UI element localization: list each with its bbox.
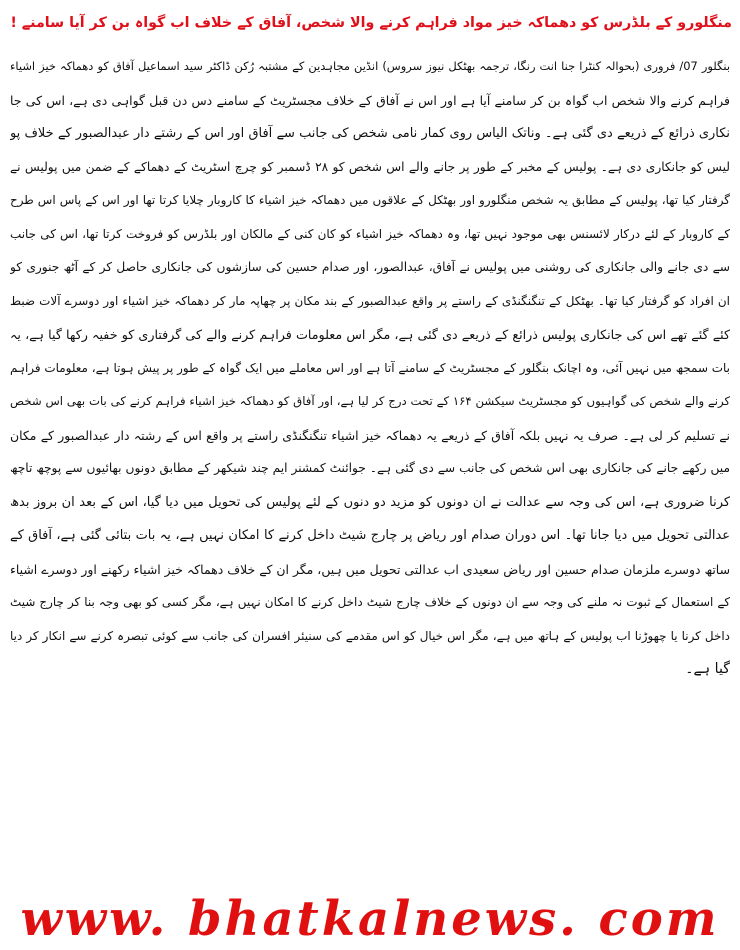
- article-body-line: کے کاروبار کے لئے درکار لائسنس بھی موجود نہیں تھا، وہ دھماکہ خیز اشیاء کو کان کنی کے مالکان اور بلڈرس کو فروخت کرتا تھا، اس کی جانب: [10, 226, 730, 241]
- article-body-line: داخل کرنا یا چھوڑنا اب پولیس کے ہاتھ میں ہے، مگر اس خیال کو اس مقدمے کی سنیئر افسران کی جانب سے کوئی تبصرہ کرنے سے انکار کر دیا: [10, 628, 730, 643]
- article-body-line: ساتھ دوسرے ملزمان صدام حسین اور ریاض سعیدی اب عدالتی تحویل میں ہیں، مگر ان کے خلاف دھماکہ خیز اشیاء رکھنے اور دوسرے اشیاء: [10, 561, 730, 577]
- article-body: [10, 50, 730, 890]
- footer-website-url: www. bhatkalnews. com: [20, 891, 720, 947]
- article-body-line: کے استعمال کے ثبوت نہ ملنے کی وجہ سے ان دونوں کے خلاف چارج شیٹ داخل کرنے کا امکان نہیں ہے، مگر کسی کو بھی وجہ بنا کر چارج شیٹ: [10, 595, 730, 609]
- article-body-line: بات سمجھ میں نہیں آئی، وہ اچانک بنگلور کے مجسٹریٹ کے سامنے آتا ہے اور اس معاملے میں ایک گواہ کے طور پر پیش ہوتا ہے، معلومات فراہم: [10, 360, 730, 375]
- article-body-line: گیا ہے۔: [685, 661, 730, 677]
- article-body-line: کئے گئے تھے اس کی جانکاری پولیس ذرائع کے ذریعے دی گئی ہے، مگر اس معلومات فراہم کرنے والے کی گرفتاری کو خفیہ رکھا گیا ہے، یہ: [10, 327, 730, 342]
- article-body-line: فراہم کرنے والا شخص اب گواہ بن کر سامنے آیا ہے اور اس نے آفاق کے خلاف مجسٹریٹ کے سامنے دس دن قبل گواہی دی ہے، اس کی جا: [10, 92, 730, 108]
- article-body-line: نکاری ذرائع کے ذریعے دی گئی ہے۔ وناتک الیاس روی کمار نامی شخص کی جانب سے آفاق اور اس کے رشتے دار عبدالصبور کے خلاف پو: [10, 126, 730, 141]
- article-body-line: کرنا ضروری ہے، اس کی وجہ سے عدالت نے ان دونوں کو مزید دو دنوں کے لئے پولیس کی تحویل میں دیا گیا، اس کے بعد ان بروز بدھ: [10, 494, 730, 510]
- article-headline: منگلورو کے بلڈرس کو دھماکہ خیز مواد فراہم کرنے والا شخص، آفاق کے خلاف اب گواہ بن کر آیا سامنے !: [10, 15, 732, 31]
- article-body-line: کرنے والے شخص کی گواہیوں کو مجسٹریٹ سیکشن ۱۶۴ کے تحت درج کر لیا ہے، اور آفاق کو دھماکہ خیز اشیاء فراہم کرنے کی بات بھی اس شخص: [10, 394, 730, 408]
- article-body-line: میں رکھے جانے کی جانکاری بھی اس شخص کی جانب سے دی گئی ہے۔ جوائنٹ کمشنر ایم چند شیکھر کے مطابق دونوں بھائیوں سے پوچھ تاچھ: [10, 461, 730, 475]
- article-body-line: ان افراد کو گرفتار کیا تھا۔ بھٹکل کے تنگنگنڈی کے راستے پر واقع عبدالصبور کے بند مکان پر چھاپہ مار کر دھماکہ خیز اشیاء اور دوسرے آلات ضبط: [10, 293, 730, 308]
- article-body-line: سے دی جانے والی جانکاری کی روشنی میں پولیس نے آفاق، عبدالصور، اور صدام حسین کی سازشوں کی جانکاری حاصل کر کے آٹھ جنوری کو: [10, 260, 730, 274]
- article-body-line: گرفتار کیا تھا، پولیس کے مطابق یہ شخص منگلورو اور بھٹکل کے علاقوں میں دھماکہ خیز اشیاء کا کاروبار چلایا کرتا تھا اور اس کے پاس اس طرح: [10, 193, 730, 207]
- article-body-line: لیس کو جانکاری دی ہے۔ پولیس کے مخبر کے طور پر جانے والے اس شخص کو ۲۸ ڈسمبر کو چرچ اسٹریٹ کے دھماکے کے ضمن میں پولیس نے: [10, 159, 730, 174]
- article-body-line: عدالتی تحویل میں دیا جانا تھا۔ اس دوران صدام اور ریاض پر چارج شیٹ داخل کرنے کا امکان نہیں ہے، یہ بات بتائی گئی ہے، آفاق کے: [10, 528, 730, 543]
- article-body-line: نے تسلیم کر لی ہے۔ صرف یہ نہیں بلکہ آفاق کے ذریعے یہ دھماکہ خیز اشیاء تنگنگنڈی راستے پر واقع اس کے رشتہ دار عبدالصبور کے مکان: [10, 427, 730, 443]
- article-body-line: بنگلور 07/ فروری (بحوالہ کنٹرا جنا انت رنگا، ترجمہ بھٹکل نیوز سروس) انڈین مجاہدین کے مشتبہ رُکن ڈاکٹر سید اسماعیل آفاق کو دھماکہ خیز اشیاء: [10, 59, 730, 73]
